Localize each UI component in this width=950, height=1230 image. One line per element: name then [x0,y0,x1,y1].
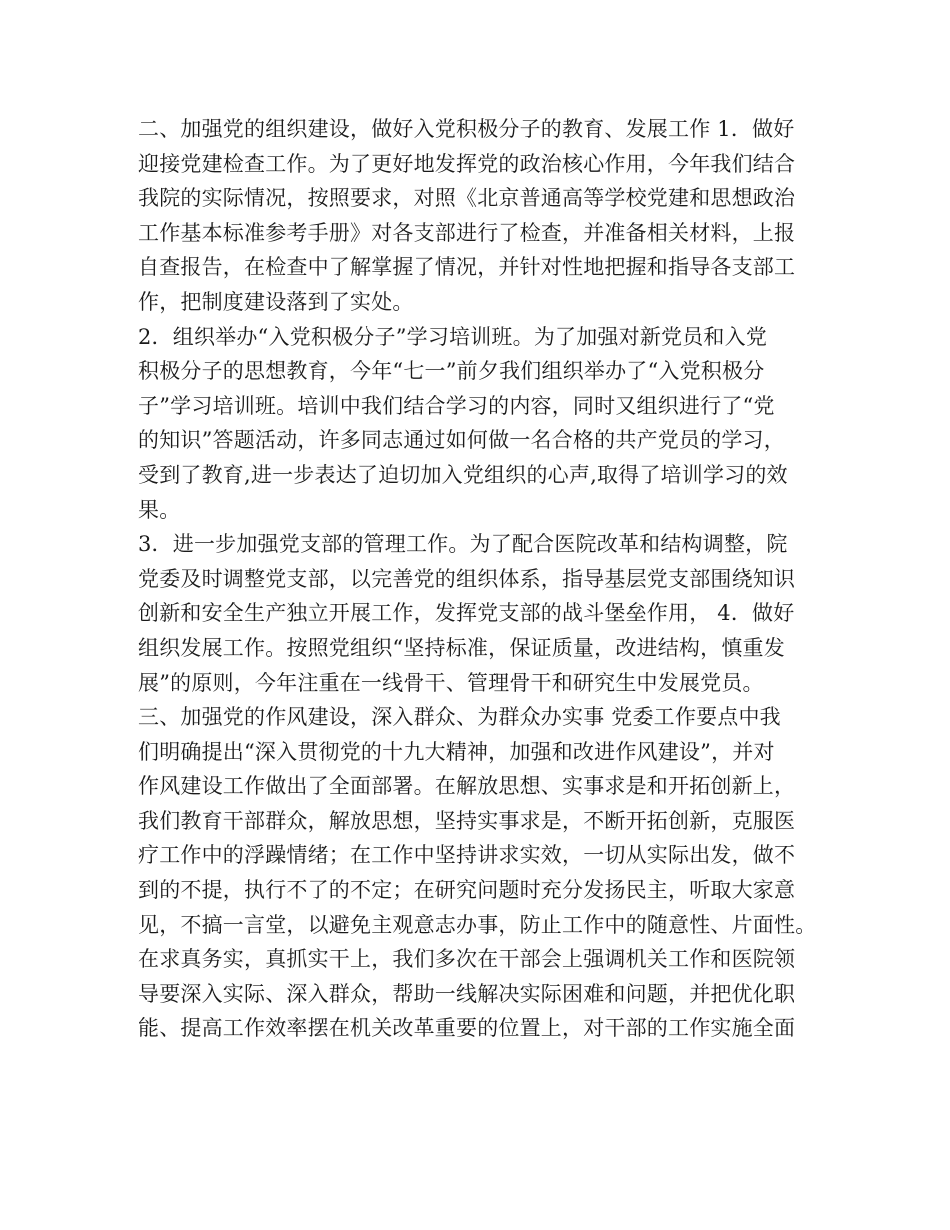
text-line: 我院的实际情况，按照要求，对照《北京普通高等学校党建和思想政治 [138,186,796,211]
text-line: 3．进一步加强党支部的管理工作。为了配合医院改革和结构调整，院 [138,532,788,557]
text-line: 积极分子的思想教育，今年“七一”前夕我们组织举办了“入党积极分 [138,359,765,384]
text-line: 见，不搞一言堂，以避免主观意志办事，防止工作中的随意性、片面性。 [138,912,817,937]
text-line: 们明确提出“深入贯彻党的十九大精神，加强和改进作风建设”，并对 [138,739,775,764]
text-line: 党委及时调整党支部，以完善党的组织体系，指导基层党支部围绕知识 [138,566,796,591]
text-line: 工作基本标准参考手册》对各支部进行了检查，并准备相关材料，上报 [138,220,796,245]
text-line: 果。 [138,497,181,522]
text-line: 能、提高工作效率摆在机关改革重要的位置上，对干部的工作实施全面 [138,1016,796,1041]
text-line: 到的不提，执行不了的不定；在研究问题时充分发扬民主，听取大家意 [138,878,796,903]
text-line: 子”学习培训班。培训中我们结合学习的内容，同时又组织进行了“党 [138,393,775,418]
text-line: 在求真务实，真抓实干上，我们多次在干部会上强调机关工作和医院领 [138,947,796,972]
text-line: 受到了教育,进一步表达了迫切加入党组织的心声,取得了培训学习的效 [138,462,788,487]
text-line: 组织发展工作。按照党组织“坚持标准，保证质量，改进结构，慎重发 [138,635,785,660]
text-line: 二、加强党的组织建设，做好入党积极分子的教育、发展工作 1．做好 [138,117,795,141]
text-line: 2．组织举办“入党积极分子”学习培训班。为了加强对新党员和入党 [138,324,768,349]
text-line: 作风建设工作做出了全面部署。在解放思想、实事求是和开拓创新上， [138,774,796,799]
text-line: 疗工作中的浮躁情绪；在工作中坚持讲求实效，一切从实际出发，做不 [138,843,796,868]
text-line: 展”的原则，今年注重在一线骨干、管理骨干和研究生中发展党员。 [138,670,764,695]
text-line: 作，把制度建设落到了实处。 [138,289,414,314]
text-line: 迎接党建检查工作。为了更好地发挥党的政治核心作用，今年我们结合 [138,151,796,176]
text-line: 导要深入实际、深入群众，帮助一线解决实际困难和问题，并把优化职 [138,981,796,1006]
text-line: 创新和安全生产独立开展工作，发挥党支部的战斗堡垒作用， 4．做好 [138,601,795,626]
text-line: 我们教育干部群众，解放思想，坚持实事求是，不断开拓创新，克服医 [138,808,796,833]
text-line: 自查报告，在检查中了解掌握了情况，并针对性地把握和指导各支部工 [138,255,796,280]
text-line: 的知识”答题活动，许多同志通过如何做一名合格的共产党员的学习， [138,428,785,453]
body-text [138,112,838,1046]
text-line: 三、加强党的作风建设，深入群众、为群众办实事 党委工作要点中我 [138,705,781,730]
